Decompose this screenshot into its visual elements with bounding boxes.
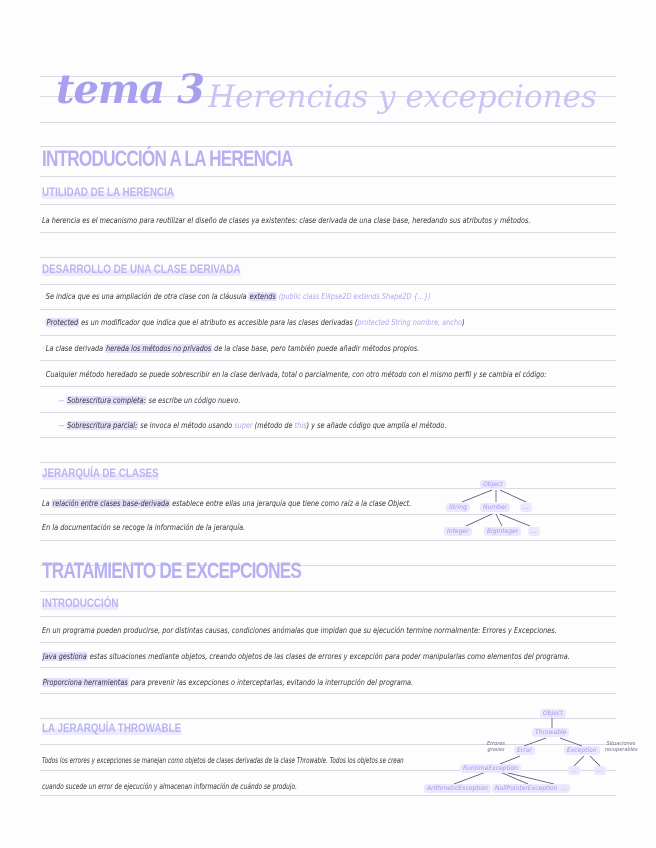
node-arithmetic-exception: ArithmeticException xyxy=(424,784,491,793)
ruled-line xyxy=(40,335,616,336)
node-runtime-exception: RuntimeException xyxy=(460,764,521,773)
ruled-line xyxy=(40,437,616,438)
subsection-heading: LA JERARQUÍA THROWABLE xyxy=(42,721,182,735)
node-exception: Exception xyxy=(564,746,600,755)
class-hierarchy-diagram xyxy=(440,476,550,542)
ruled-line xyxy=(40,309,616,310)
highlight: Sobrescritura parcial: xyxy=(67,421,138,430)
sub-bullet-line: — Sobrescritura completa: se escribe un código nuevo. xyxy=(58,396,241,405)
node-ellipsis: ... xyxy=(568,766,580,775)
text-line: cuando sucede un error de ejecución y almacenan información de cuándo se produjo. xyxy=(42,782,298,791)
ruled-line xyxy=(40,360,616,361)
highlight: Sobrescritura completa: xyxy=(67,396,146,405)
ruled-line xyxy=(40,176,616,177)
ruled-line xyxy=(40,412,616,413)
highlight: Java gestiona xyxy=(42,652,87,661)
ruled-line xyxy=(40,795,616,796)
ruled-line xyxy=(40,284,616,285)
node-ellipsis: ... xyxy=(520,503,532,512)
node-object: Object xyxy=(540,709,566,718)
ruled-line xyxy=(40,386,616,387)
node-string: String xyxy=(446,503,470,512)
text-line: La relación entre clases base-derivada establece entre ellas una jerarquía que tiene como raíz a la clase Object. xyxy=(42,499,412,508)
node-integer: Integer xyxy=(444,527,472,536)
subsection-heading: DESARROLLO DE UNA CLASE DERIVADA xyxy=(42,262,241,276)
page-title xyxy=(56,66,597,130)
node-ellipsis: ... xyxy=(594,766,606,775)
section-heading: TRATAMIENTO DE EXCEPCIONES xyxy=(42,558,302,583)
section-heading: INTRODUCCIÓN A LA HERENCIA xyxy=(42,146,293,171)
title-subtitle: Herencias y excepciones xyxy=(207,79,597,115)
bullet-line: · Se indica que es una ampliación de otra clase con la cláusula extends (public class Ellipse2D extends Shape2D {...}) xyxy=(42,292,431,301)
highlight: hereda los métodos no privados xyxy=(106,344,212,353)
node-error: Error xyxy=(514,746,535,755)
node-ellipsis: ... xyxy=(528,527,540,536)
text-line: En un programa pueden producirse, por distintas causas, condiciones anómalas que impidan que su ejecución termine normalmente: Errores y Excepciones. xyxy=(42,626,557,635)
node-biginteger: BigInteger xyxy=(484,527,521,536)
highlight: Protected xyxy=(46,318,79,327)
subsection-heading: INTRODUCCIÓN xyxy=(42,596,119,610)
text-line: La herencia es el mecanismo para reutilizar el diseño de clases ya existentes: clase derivada de una clase base, heredando sus atributos y métodos. xyxy=(42,216,531,225)
bullet-line: · Protected es un modificador que indica que el atributo es accesible para las clases derivadas (protected String nombre, ancho) xyxy=(42,318,465,327)
node-number: Number xyxy=(480,503,510,512)
ruled-line xyxy=(40,232,616,233)
subsection-heading: UTILIDAD DE LA HERENCIA xyxy=(42,185,174,199)
ruled-line xyxy=(40,642,616,643)
node-throwable: Throwable xyxy=(532,728,569,737)
throwable-hierarchy-diagram xyxy=(424,708,638,794)
ruled-line xyxy=(40,667,616,668)
ruled-line xyxy=(40,693,616,694)
highlight: relación entre clases base-derivada xyxy=(52,499,170,508)
text-line: Java gestiona estas situaciones mediante objetos, creando objetos de las clases de errores y excepción para poder manipularlas como elementos del programa. xyxy=(42,652,570,661)
sub-bullet-line: — Sobrescritura parcial: se invoca el método usando super (método de this) y se añade código que amplía el método. xyxy=(58,421,447,430)
ruled-line xyxy=(40,204,616,205)
ruled-line xyxy=(40,257,616,258)
note-errores: Errores graves xyxy=(486,741,506,753)
highlight: Proporciona herramientas xyxy=(42,678,128,687)
subsection-heading: JERARQUÍA DE CLASES xyxy=(42,466,159,480)
text-line: Todos los errores y excepciones se manejan como objetos de clases derivadas de la clase Throwable. Todos los objetos se crean xyxy=(42,756,404,765)
highlight: extends xyxy=(249,292,276,301)
bullet-line: · La clase derivada hereda los métodos no privados de la clase base, pero también puede añadir métodos propios. xyxy=(42,344,420,353)
bullet-line: · Cualquier método heredado se puede sobrescribir en la clase derivada, total o parcialmente, con otro método con el mismo perfil y se cambia el código: xyxy=(42,370,547,379)
note-recuperables: Situaciones recuperables xyxy=(605,741,638,753)
text-line: Proporciona herramientas para prevenir las excepciones o interceptarlas, evitando la interrupción del programa. xyxy=(42,678,414,687)
title-main: tema 3 xyxy=(56,66,204,113)
node-object: Object xyxy=(480,480,506,489)
ruled-line xyxy=(40,591,616,592)
node-nullpointer-exception: NullPointerException xyxy=(492,784,561,793)
text-line: En la documentación se recoge la información de la jerarquía. xyxy=(42,523,246,532)
node-ellipsis: ... xyxy=(558,784,570,793)
ruled-line xyxy=(40,462,616,463)
ruled-line xyxy=(40,616,616,617)
